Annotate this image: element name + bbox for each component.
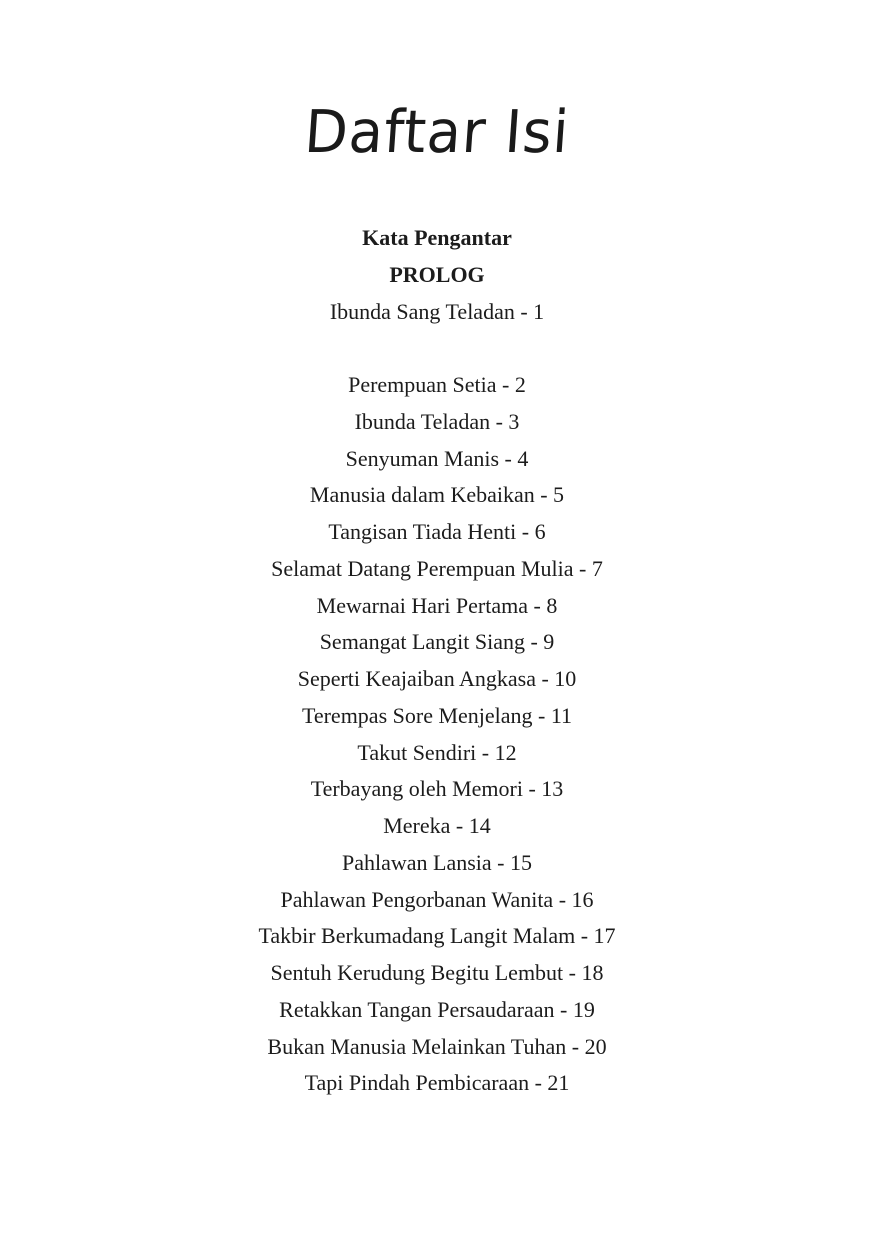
toc-item: Pahlawan Lansia - 15	[342, 849, 532, 875]
toc-item: Perempuan Setia - 2	[348, 372, 526, 397]
toc-item: Mewarnai Hari Pertama - 8	[316, 592, 558, 618]
toc-item: Selamat Datang Perempuan Mulia - 7	[271, 555, 603, 581]
toc-item: Ibunda Teladan - 3	[354, 408, 520, 434]
toc-item: Seperti Keajaiban Angkasa - 10	[297, 666, 577, 691]
table-of-contents	[0, 220, 874, 1102]
toc-item-kata-pengantar: Kata Pengantar	[362, 225, 512, 250]
toc-item: Tapi Pindah Pembicaraan - 21	[304, 1070, 570, 1096]
toc-item-prolog: PROLOG	[389, 261, 485, 287]
toc-item: Takut Sendiri - 12	[357, 739, 517, 765]
toc-item: Bukan Manusia Melainkan Tuhan - 20	[267, 1033, 607, 1059]
toc-item: Tangisan Tiada Henti - 6	[328, 519, 546, 544]
toc-item: Senyuman Manis - 4	[345, 445, 529, 471]
toc-item: Pahlawan Pengorbanan Wanita - 16	[280, 886, 594, 912]
toc-item: Ibunda Sang Teladan - 1	[329, 298, 545, 324]
toc-item: Mereka - 14	[383, 813, 491, 838]
toc-item: Retakkan Tangan Persaudaraan - 19	[279, 996, 595, 1022]
toc-item: Terbayang oleh Memori - 13	[310, 776, 564, 802]
toc-item: Terempas Sore Menjelang - 11	[301, 702, 573, 728]
toc-item: Takbir Berkumadang Langit Malam - 17	[258, 923, 616, 949]
page-title: Daftar Isi	[302, 98, 572, 167]
toc-item: Manusia dalam Kebaikan - 5	[309, 482, 565, 508]
toc-item: Sentuh Kerudung Begitu Lembut - 18	[270, 960, 604, 985]
toc-spacer	[0, 330, 874, 367]
toc-item: Semangat Langit Siang - 9	[319, 629, 555, 655]
